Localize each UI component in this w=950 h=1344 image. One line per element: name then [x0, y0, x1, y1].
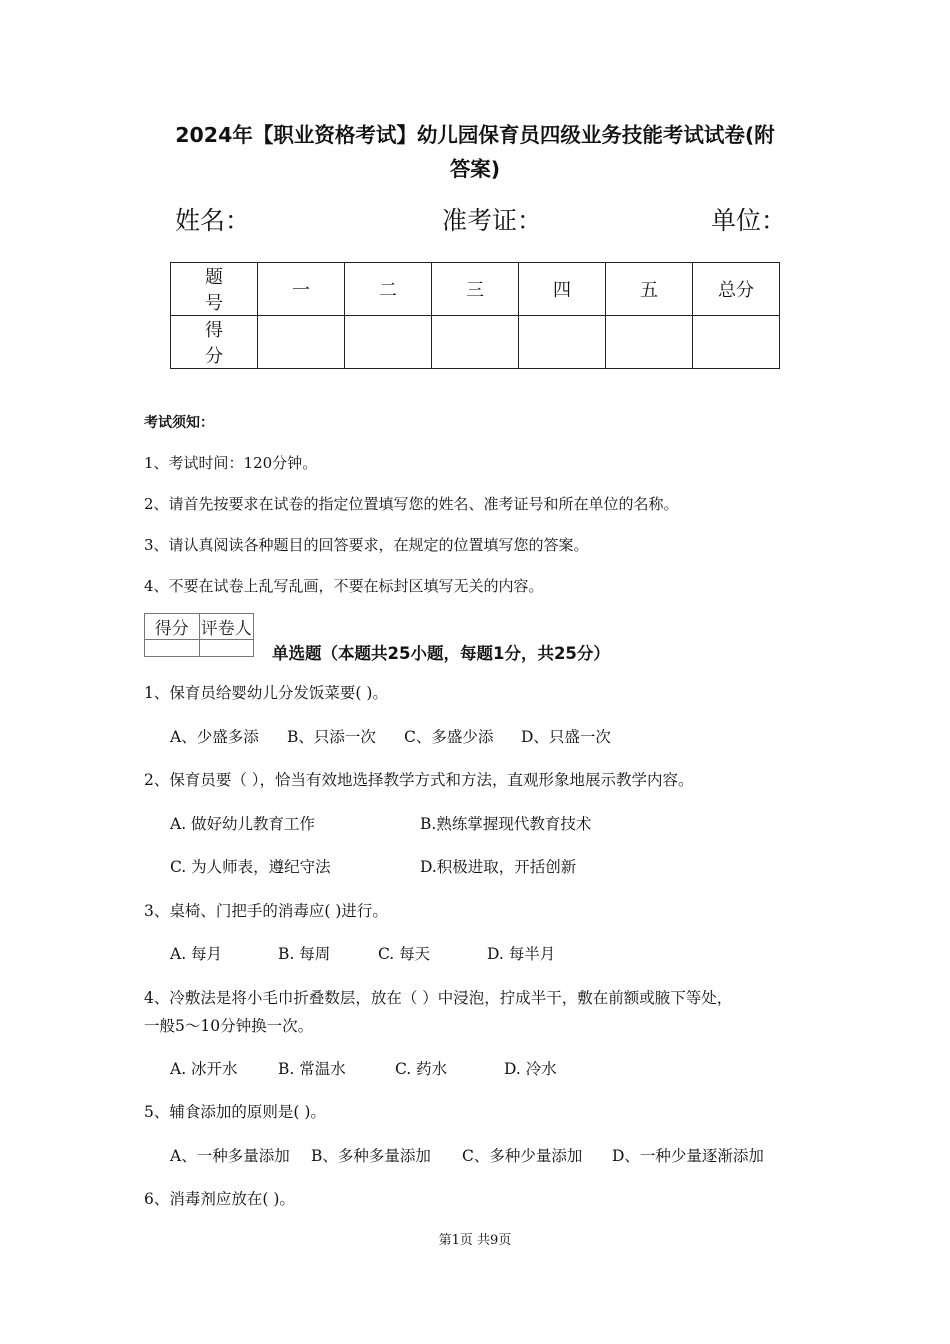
notice-item: 2、请首先按要求在试卷的指定位置填写您的姓名、准考证号和所在单位的名称。 [144, 495, 679, 513]
option: A、少盛多添 [170, 728, 259, 746]
grader-score-label: 得分 [145, 614, 200, 640]
question-number-label: 题号 [171, 263, 258, 316]
column-2: 二 [345, 263, 432, 316]
column-total: 总分 [693, 263, 780, 316]
title-line-1: 2024年【职业资格考试】幼儿园保育员四级业务技能考试试卷(附 [175, 123, 775, 147]
option: D.积极进取，开括创新 [420, 858, 577, 876]
unit-field-label: 单位： [711, 206, 787, 235]
notice-item: 1、考试时间：120分钟。 [144, 454, 318, 472]
score-cell [432, 316, 519, 369]
option: D. 每半月 [487, 945, 556, 963]
score-table-header-row [171, 263, 780, 316]
option: C、多盛少添 [404, 728, 494, 746]
option: A. 冰开水 [170, 1060, 238, 1078]
score-cell [345, 316, 432, 369]
option: C. 每天 [378, 945, 431, 963]
question-stem: 2、保育员要（ ），恰当有效地选择教学方式和方法，直观形象地展示教学内容。 [144, 771, 694, 789]
column-4: 四 [519, 263, 606, 316]
option: A. 做好幼儿教育工作 [170, 815, 316, 833]
score-table [170, 262, 780, 369]
notice-item: 4、不要在试卷上乱写乱画，不要在标封区填写无关的内容。 [144, 577, 544, 595]
page-number: 第1页 共9页 [438, 1233, 512, 1248]
question-stem: 1、保育员给婴幼儿分发饭菜要( )。 [144, 684, 388, 702]
score-cell [519, 316, 606, 369]
document-title [60, 118, 890, 186]
option: B. 常温水 [278, 1060, 346, 1078]
option: D. 冷水 [504, 1060, 557, 1078]
option: B. 每周 [278, 945, 331, 963]
name-field-label: 姓名： [175, 206, 251, 235]
score-cell [258, 316, 345, 369]
grader-box [144, 613, 254, 657]
grader-name-cell [199, 640, 254, 657]
question-stem: 6、消毒剂应放在( )。 [144, 1190, 295, 1208]
option: A、一种多量添加 [170, 1147, 290, 1165]
score-label: 得分 [171, 316, 258, 369]
grader-score-cell [145, 640, 200, 657]
option: B、多种多量添加 [311, 1147, 431, 1165]
question-stem: 4、冷敷法是将小毛巾折叠数层，放在（ ）中浸泡，拧成半干，敷在前额或腋下等处， [144, 989, 733, 1007]
section-title: 单选题（本题共25小题，每题1分，共25分） [272, 644, 610, 663]
option: D、只盛一次 [521, 728, 611, 746]
grader-name-label: 评卷人 [199, 614, 254, 640]
notice-heading: 考试须知： [144, 415, 214, 431]
question-stem: 3、桌椅、门把手的消毒应( )进行。 [144, 902, 388, 920]
notice-item: 3、请认真阅读各种题目的回答要求，在规定的位置填写您的答案。 [144, 536, 589, 554]
score-table-score-row [171, 316, 780, 369]
option: D、一种少量逐渐添加 [612, 1147, 764, 1165]
column-1: 一 [258, 263, 345, 316]
option: C. 药水 [395, 1060, 448, 1078]
column-3: 三 [432, 263, 519, 316]
option: B、只添一次 [287, 728, 376, 746]
score-cell [606, 316, 693, 369]
option: C. 为人师表，遵纪守法 [170, 858, 331, 876]
title-line-2: 答案) [449, 157, 501, 181]
option: B.熟练掌握现代教育技术 [420, 815, 592, 833]
option: C、多种少量添加 [462, 1147, 583, 1165]
question-stem: 5、辅食添加的原则是( )。 [144, 1103, 326, 1121]
question-stem-continued: 一般5～10分钟换一次。 [144, 1017, 314, 1035]
score-cell [693, 316, 780, 369]
column-5: 五 [606, 263, 693, 316]
exam-id-field-label: 准考证： [442, 206, 543, 235]
option: A. 每月 [170, 945, 223, 963]
